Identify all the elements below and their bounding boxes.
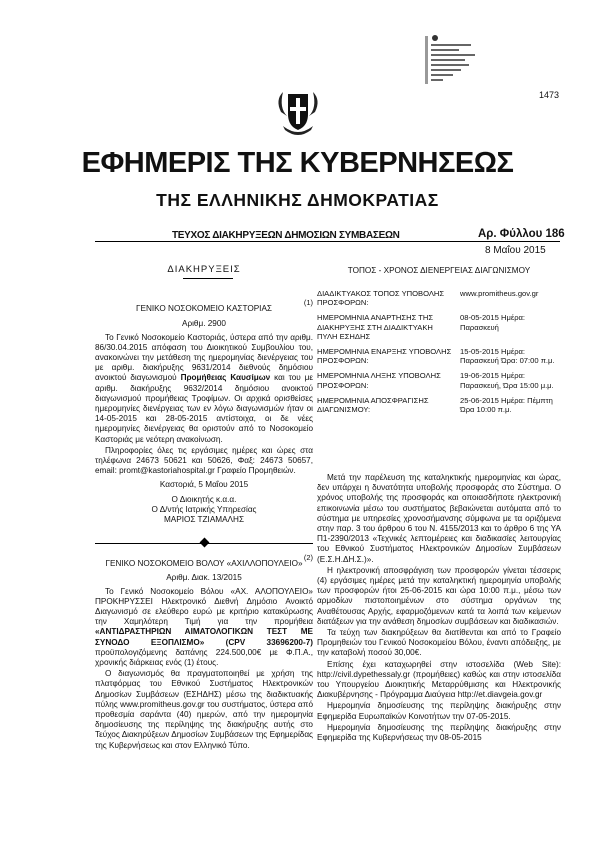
schedule-paragraph: Επίσης έχει καταχωρηθεί στην ιστοσελίδα (Web Site): http://civil.dypethessaly.gr (προμήθειες) καθώς και στην ιστοσελίδα του Υπουργείου Διοικητικής Μεταρρύθμισης και Ηλεκτρονικής Διακυβέρνησης - Πρόγραμμα Διαύγεια http://et.diavgeia.gov.gr: [317, 659, 561, 700]
sheet-number: Αρ. Φύλλου 186: [478, 228, 565, 240]
greek-coat-of-arms-icon: [273, 86, 323, 138]
section-underline: [183, 278, 233, 279]
notice-1: [95, 298, 313, 525]
signature-name: ΜΑΡΙΟΣ ΤΖΙΑΜΑΛΗΣ: [163, 515, 245, 525]
schedule-paragraph: Τα τεύχη των διακηρύξεων θα διατίθενται και από το Γραφείο Προμηθειών του Γενικού Νοσοκομείου Βόλου, έναντι απόδειξης, με την καταβολή ποσού 30,00€.: [317, 628, 561, 658]
page-number: 1473: [539, 90, 560, 100]
schedule-paragraph: Ημερομηνία δημοσίευσης της περίληψης διακήρυξης στην Εφημερίδα Ευρωπαϊκών Κοινοτήτων την 07-05-2015.: [317, 701, 561, 721]
signature-line: Ο Διοικητής κ.α.α.: [171, 494, 237, 504]
schedule-row: [317, 313, 561, 347]
notice-authority: ΓΕΝΙΚΟ ΝΟΣΟΚΟΜΕΙΟ ΒΟΛΟΥ «ΑΧΙΛΛΟΠΟΥΛΕΙΟ»: [105, 559, 303, 569]
notice-body-text: προϋπολογιζόμενης δαπάνης 224.500,00€ με Φ.Π.Α., χρονικής διάρκειας ενός (1) έτους.: [95, 647, 313, 668]
notice-body: Ο διαγωνισμός θα πραγματοποιηθεί με χρήση της πλατφόρμας του Εθνικού Συστήματος Ηλεκτρονικών Δημοσίων Συμβάσεων (ΕΣΗΔΗΣ) μέσω της διαδικτυακής πύλης www.promitheus.gov.gr του συστήματος, ύστερα από προθεσμία σαράντα (40) ημερών, από την ημερομηνία δημοσίευσης της περίληψης της διακήρυξης αυτής στο Τεύχος Διακηρύξεων Δημοσίων Συμβάσεων της Εφημερίδας της Κυβερνήσεως και στον Ελληνικό Τύπο.: [95, 669, 313, 750]
schedule-key: ΗΜΕΡΟΜΗΝΙΑ ΕΝΑΡΞΗΣ ΥΠΟΒΟΛΗΣ ΠΡΟΣΦΟΡΩΝ:: [317, 347, 452, 366]
schedule-row: [317, 396, 561, 420]
notice-ref: Αριθμ. 2900: [182, 319, 226, 329]
schedule-title: ΤΟΠΟΣ - ΧΡΟΝΟΣ ΔΙΕΝΕΡΓΕΙΑΣ ΔΙΑΓΩΝΙΣΜΟΥ: [347, 266, 531, 275]
schedule-table: [317, 289, 561, 420]
notice-body: [95, 587, 313, 669]
notice-body: [95, 333, 313, 445]
schedule-paragraph: Ημερομηνία δημοσίευσης της περίληψης διακήρυξης στην Εφημερίδα της Κυβερνήσεως την 08-05-2015: [317, 722, 561, 743]
schedule-value: 19-06-2015 Ημέρα: Παρασκευή, Ώρα 15:00 μ.μ.: [460, 371, 554, 390]
notice-number: (1): [303, 298, 313, 307]
digital-signature-stamp-icon: [423, 30, 479, 92]
notice-contact: Πληροφορίες όλες τις εργάσιμες ημέρες και ώρες στα τηλέφωνα 24673 50621 και 50626, Φαξ: 24673 50657, email: promt@kastoriahospital.gr Γραφείο Προμηθειών.: [95, 445, 313, 476]
notice-body-bold: Προμήθειας Καυσίμων: [180, 373, 271, 383]
schedule-text: [317, 473, 561, 744]
notice-2: [95, 553, 313, 752]
schedule-key: ΔΙΑΔΙΚΤΥΑΚΟΣ ΤΟΠΟΣ ΥΠΟΒΟΛΗΣ ΠΡΟΣΦΟΡΩΝ:: [317, 289, 445, 308]
notice-body-text: Το Γενικό Νοσοκομείο Καστοριάς, ύστερα από την αριθμ. 86/30.04.2015 απόφαση του Διοικητικού Συμβουλίου του, ανακοινώνει την μετάθεση της ημερομηνίας διενέργειας του με αριθμ. διακήρυξης 9631/2014 διεθνούς δημόσιου ανοικτού διαγωνισμού: [95, 332, 313, 383]
gazette-subtitle: ΤΗΣ ΕΛΛΗΝΙΚΗΣ ΔΗΜΟΚΡΑΤΙΑΣ: [156, 190, 439, 210]
schedule-key: ΗΜΕΡΟΜΗΝΙΑ ΑΠΟΣΦΡΑΓΙΣΗΣ ΔΙΑΓΩΝΙΣΜΟΥ:: [317, 395, 429, 415]
notice-body-text: Το Γενικό Νοσοκομείο Βόλου «ΑΧ. ΑΛΟΠΟΥΛΕΙΟ» ΠΡΟΚΗΡΥΣΣΕΙ Ηλεκτρονικό Διεθνή Δημόσιο Ανοικτό Διαγωνισμό σε ελεύθερο ευρώ με κριτήριο κατακύρωσης την Χαμηλότερη Τιμή για την προμήθεια: [95, 586, 313, 627]
notice-ref: Αριθμ. Διακ. 13/2015: [166, 573, 242, 583]
schedule-value: 25-06-2015 Ημέρα: Πέμπτη Ώρα 10:00 π.μ.: [460, 395, 553, 415]
section-title: ΔΙΑΚΗΡΥΞΕΙΣ: [167, 264, 241, 275]
schedule-paragraph: Μετά την παρέλευση της καταληκτικής ημερομηνίας και ώρας, δεν υπάρχει η δυνατότητα υποβολής προσφοράς στο Σύστημα. Ο χρόνος υποβολής της προσφοράς και οποιασδήποτε ηλεκτρονική επικοινωνία μέσω του συστήματος βεβαιώνεται αυτόματα από το σύστημα με υπηρεσίες χρονοσήμανσης σύμφωνα με τα οριζόμενα στην παρ. 3 του άρθρου 6 του Ν. 4155/2013 και το άρθρο 6 της ΥΑ Π1-2390/2013 «Τεχνικές λεπτομέρειες και διαδικασίες λειτουργίας του Εθνικού Συστήματος Ηλεκτρονικών Δημοσίων Συμβάσεων (Ε.Σ.Η.ΔΗ.Σ.)».: [317, 473, 561, 564]
notice-place-date: Καστοριά, 5 Μαΐου 2015: [159, 480, 249, 490]
schedule-row: [317, 347, 561, 371]
schedule-row: [317, 289, 561, 313]
issue-series: ΤΕΥΧΟΣ ΔΙΑΚΗΡΥΞΕΩΝ ΔΗΜΟΣΙΩΝ ΣΥΜΒΑΣΕΩΝ: [172, 230, 400, 241]
header-rule: [95, 241, 560, 242]
notice-body-bold: «ΑΝΤΙΔΡΑΣΤΗΡΙΩΝ ΑΙΜΑΤΟΛΟΓΙΚΩΝ ΤΕΣΤ ΜΕ ΣΥΝΟΔΟ ΕΞΟΠΛΙΣΜΟ» (CPV 33696200-7): [95, 627, 313, 647]
schedule-value: www.promitheus.gov.gr: [460, 289, 539, 298]
notice-authority: ΓΕΝΙΚΟ ΝΟΣΟΚΟΜΕΙΟ ΚΑΣΤΟΡΙΑΣ: [136, 304, 272, 314]
schedule-paragraph: Η ηλεκτρονική αποσφράγιση των προσφορών γίνεται τέσσερις (4) εργάσιμες ημέρες μετά την καταληκτική ημερομηνία υποβολής των προσφορών ήτοι 25-06-2015 και ώρα 10:00 π.μ., μέσω των αρμοδίων πιστοποιημένων στο σύστημα οργάνων της Αναθέτουσας Αρχής, εφαρμοζόμενων κατά τα λοιπά των κείμενων διατάξεων για την ανάθεση δημοσίων συμβάσεων και διαδικασιών.: [317, 565, 561, 626]
schedule-key: ΗΜΕΡΟΜΗΝΙΑ ΛΗΞΗΣ ΥΠΟΒΟΛΗΣ ΠΡΟΣΦΟΡΩΝ:: [317, 371, 441, 390]
notice-number: (2): [303, 553, 313, 562]
signature-line: Ο Δ/ντής Ιατρικής Υπηρεσίας: [151, 504, 257, 514]
notice-body-text: και του με αριθμ. διακήρυξης 9632/2014 δημόσιου ανοικτού διαγωνισμού προμήθειας Τροφίμων. Οι αρχικά ορισθείσες ημερομηνίες διενέργειας των εν λόγω διαγωνισμών ήταν οι 14-05-2015 και 28-05-2015 αντίστοιχα, οι δε νέες ημερομηνίες διενέργειας θα οριστούν από το Νοσοκομείο Καστοριάς με νεότερη ανακοίνωση.: [95, 373, 313, 444]
gazette-title: ΕΦΗΜΕΡΙΣ ΤΗΣ ΚΥΒΕΡΝΗΣΕΩΣ: [81, 147, 514, 179]
separator-diamond-icon: [200, 538, 210, 548]
schedule-value: 08-05-2015 Ημέρα: Παρασκευή: [460, 313, 526, 332]
schedule-value: 15-05-2015 Ημέρα: Παρασκευή Ώρα: 07:00 π.μ.: [460, 347, 555, 366]
schedule-row: [317, 371, 561, 395]
schedule-key: ΗΜΕΡΟΜΗΝΙΑ ΑΝΑΡΤΗΣΗΣ ΤΗΣ ΔΙΑΚΗΡΥΞΗΣ ΣΤΗ ΔΙΑΔΙΚΤΥΑΚΗ ΠΥΛΗ ΕΣΗΔΗΣ: [317, 313, 434, 341]
issue-date: 8 Μαΐου 2015: [485, 245, 546, 256]
